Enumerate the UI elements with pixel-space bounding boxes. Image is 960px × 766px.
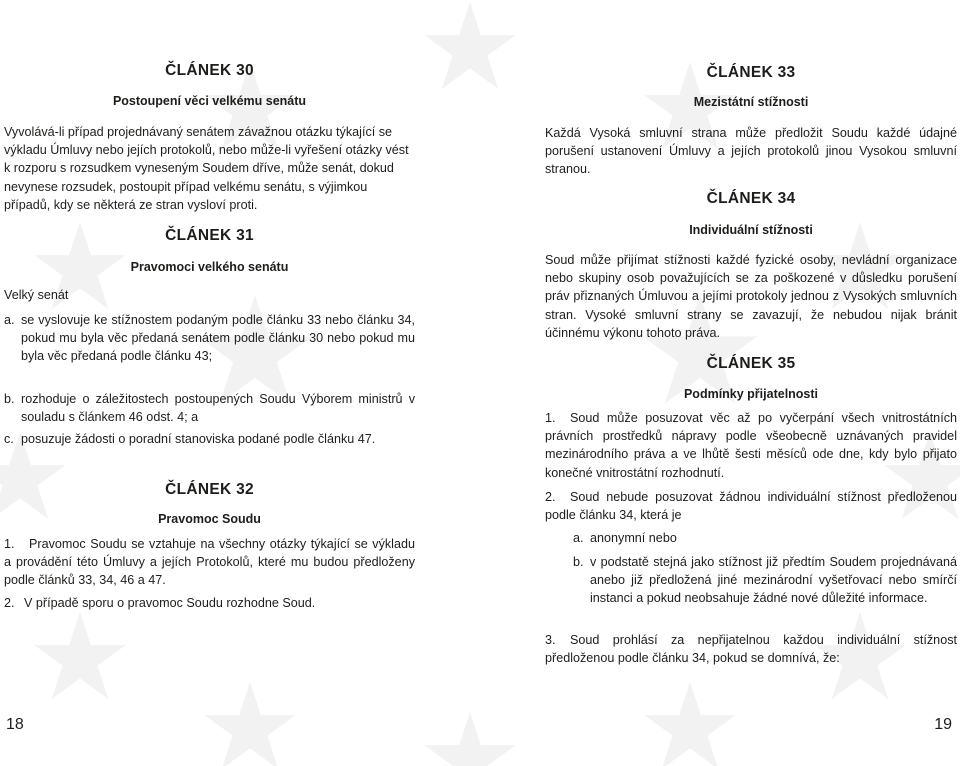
paragraph-number: 3.	[545, 633, 556, 647]
article-30-title: ČLÁNEK 30	[165, 62, 254, 79]
article-31-item-a	[4, 311, 415, 366]
article-35-paragraph-3	[545, 631, 957, 667]
paragraph-text: Pravomoc Soudu se vztahuje na všechny otázky týkající se výkladu a provádění této Úmluvy a jejích Protokolů, které mu budou předloženy podle článků 33, 34, 46 a 47.	[4, 537, 415, 588]
article-35-item-a	[573, 529, 957, 547]
article-35-paragraph-1	[545, 409, 957, 482]
article-31-title: ČLÁNEK 31	[165, 227, 254, 244]
paragraph-text: Soud nebude posuzovat žádnou individuální stížnost předloženou podle článku 34, která je	[545, 490, 957, 523]
article-31-subtitle: Pravomoci velkého senátu	[130, 260, 289, 274]
list-marker: c.	[4, 432, 14, 446]
article-35-paragraph-2	[545, 488, 957, 524]
paragraph-number: 2.	[545, 490, 556, 504]
list-marker: b.	[573, 555, 584, 569]
article-30-subtitle: Postoupení věci velkému senátu	[112, 94, 307, 108]
article-33-text: Každá Vysoká smluvní strana může předložit Soudu každé údajné porušení ustanovení Úmluvy a jejích protokolů jinou Vysokou smluvní stranou.	[545, 126, 957, 177]
paragraph-number: 1.	[4, 537, 15, 551]
article-31-lead: Velký senát	[4, 288, 69, 302]
paragraph-text: Soud prohlásí za nepřijatelnou každou individuální stížnost předloženou podle článku 34, pokud se domnívá, že:	[545, 633, 957, 666]
list-item-text: rozhoduje o záležitostech postoupených Soudu Výborem ministrů v souladu s článkem 46 odst. 4; a	[21, 392, 415, 425]
article-34-subtitle: Individuální stížnosti	[689, 223, 813, 237]
article-34-title: ČLÁNEK 34	[706, 190, 796, 207]
list-item-text: posuzuje žádosti o poradní stanoviska podané podle článku 47.	[21, 432, 376, 446]
article-32-paragraph-1	[4, 535, 415, 590]
article-34-text: Soud může přijímat stížnosti každé fyzické osoby, nevládní organizace nebo skupiny osob považujících se za poškozené v důsledku porušení práv přiznaných Úmluvou a jejími protokoly jednou z Vysokých smluvních stran. Vysoké smluvní strany se zavazují, že nebudou nijak bránit účinnému výkonu tohoto práva.	[545, 253, 957, 340]
list-item-text: anonymní nebo	[590, 531, 677, 545]
paragraph-number: 2.	[4, 596, 15, 610]
article-31-item-c	[4, 430, 415, 448]
article-35-item-b	[573, 553, 957, 608]
article-35-subtitle: Podmínky přijatelnosti	[683, 387, 819, 401]
article-30-text: Vyvolává-li případ projednávaný senátem závažnou otázku týkající se výkladu Úmluvy nebo jejích protokolů, nebo může-li vyřešení otázky vést k rozporu s rozsudkem vyneseným Soudem dříve, může senát, dokud nevynese rozsudek, postoupit případ velkému senátu, s výjimkou případů, kdy se některá ze stran vysloví proti.	[4, 125, 409, 212]
article-32-paragraph-2	[4, 594, 415, 612]
paragraph-text: V případě sporu o pravomoc Soudu rozhodne Soud.	[24, 596, 316, 610]
page-number-left: 18	[6, 716, 24, 733]
list-marker: a.	[4, 313, 15, 327]
paragraph-number: 1.	[545, 411, 556, 425]
list-item-text: se vyslovuje ke stížnostem podaným podle článku 33 nebo článku 34, pokud mu byla věc předaná senátem podle článku 30 nebo pokud mu byla věc předaná podle článku 43;	[21, 313, 415, 364]
article-35-title: ČLÁNEK 35	[706, 355, 796, 372]
paragraph-text: Soud může posuzovat věc až po vyčerpání všech vnitrostátních právních prostředků nápravy podle všeobecně uznávaných pravidel mezinárodního práva a ve lhůtě šesti měsíců ode dne, kdy bylo přijato konečné vnitrostátní rozhodnutí.	[545, 411, 957, 480]
list-marker: a.	[573, 531, 584, 545]
article-32-subtitle: Pravomoc Soudu	[158, 512, 261, 526]
article-33-subtitle: Mezistátní stížnosti	[693, 95, 809, 109]
page-number-right: 19	[934, 716, 952, 733]
article-32-title: ČLÁNEK 32	[165, 481, 254, 498]
article-31-item-b	[4, 390, 415, 426]
list-item-text: v podstatě stejná jako stížnost již předtím Soudem projednávaná anebo již předložená jiné mezinárodní vyšetřovací nebo smírčí instanci a pokud neobsahuje žádné nové důležité informace.	[590, 555, 957, 606]
article-33-title: ČLÁNEK 33	[706, 64, 796, 81]
list-marker: b.	[4, 392, 15, 406]
